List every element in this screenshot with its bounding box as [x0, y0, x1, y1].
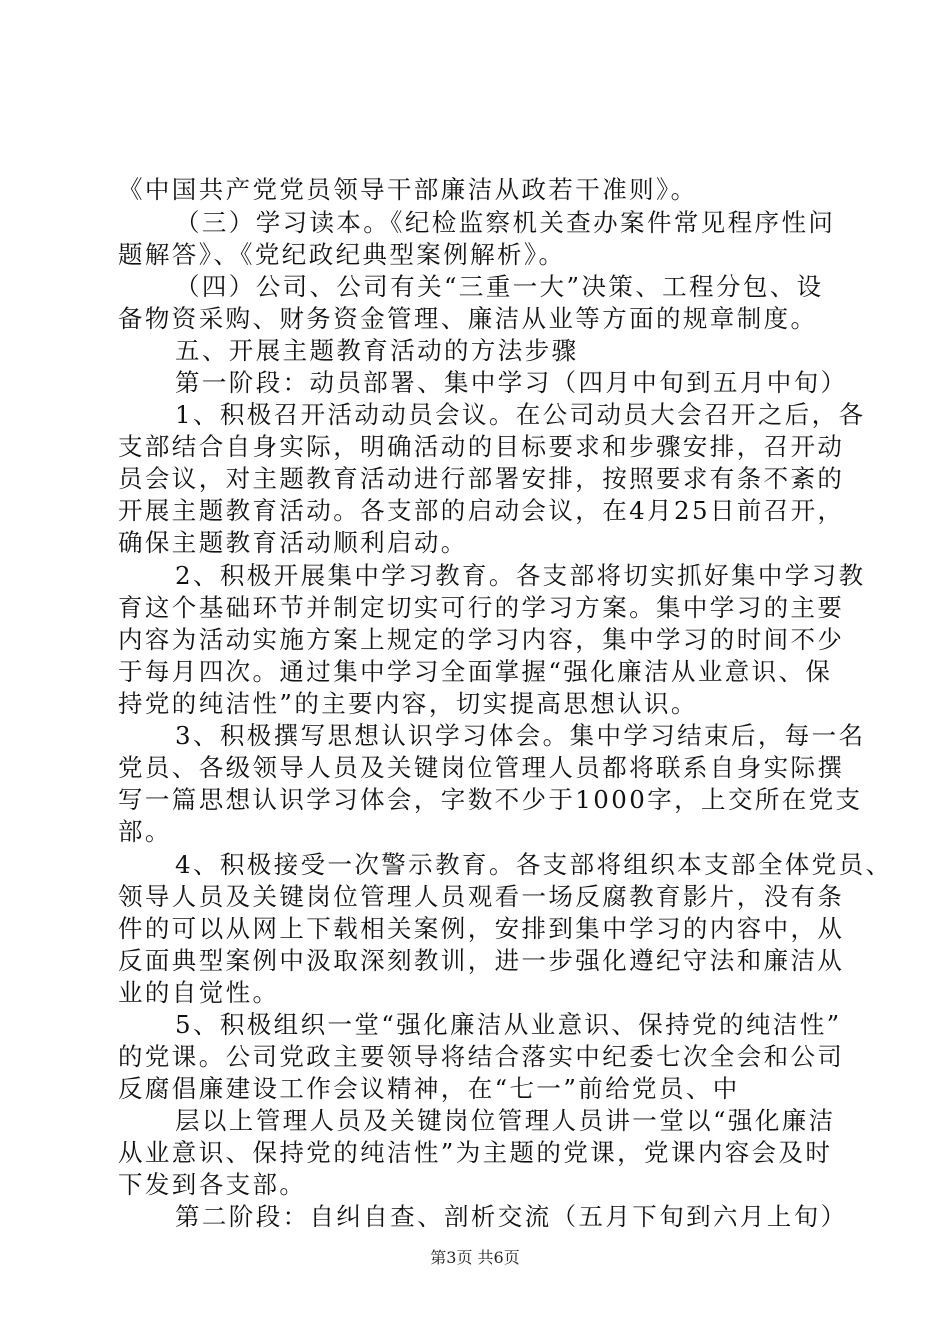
- text-line-30: 层以上管理人员及关键岗位管理人员讲一堂以“强化廉洁: [175, 1106, 836, 1135]
- text-line-29: 反腐倡廉建设工作会议精神，在“七一”前给党员、中: [118, 1074, 740, 1103]
- text-line-21: 部。: [118, 817, 172, 846]
- text-line-27: 5、积极组织一堂“强化廉洁从业意识、保持党的纯洁性”: [175, 1010, 842, 1039]
- text-line-19: 党员、各级领导人员及关键岗位管理人员都将联系自身实际撰: [118, 753, 845, 782]
- text-line-7: 第一阶段：动员部署、集中学习（四月中旬到五月中旬）: [175, 368, 848, 397]
- text-line-24: 件的可以从网上下载相关案例，安排到集中学习的内容中，从: [118, 914, 845, 943]
- text-line-13: 2、积极开展集中学习教育。各支部将切实抓好集中学习教: [175, 561, 866, 590]
- page-number-footer: 第3页 共6页: [430, 1248, 520, 1267]
- text-line-5: 备物资采购、财务资金管理、廉洁从业等方面的规章制度。: [118, 304, 818, 333]
- text-line-33: 第二阶段：自纠自查、剖析交流（五月下旬到六月上旬）: [175, 1202, 848, 1231]
- text-line-22: 4、积极接受一次警示教育。各支部将组织本支部全体党员、: [175, 850, 893, 879]
- text-line-16: 于每月四次。通过集中学习全面掌握“强化廉洁从业意识、保: [118, 657, 833, 686]
- text-line-14: 育这个基础环节并制定切实可行的学习方案。集中学习的主要: [118, 593, 845, 622]
- text-line-12: 确保主题教育活动顺利启动。: [118, 528, 468, 557]
- text-line-9: 支部结合自身实际，明确活动的目标要求和步骤安排，召开动: [118, 432, 845, 461]
- text-line-32: 下发到各支部。: [118, 1170, 307, 1199]
- text-line-23: 领导人员及关键岗位管理人员观看一场反腐教育影片，没有条: [118, 882, 845, 911]
- text-line-18: 3、积极撰写思想认识学习体会。集中学习结束后，每一名: [175, 721, 866, 750]
- text-line-10: 员会议，对主题教育活动进行部署安排，按照要求有条不紊的: [118, 464, 845, 493]
- text-line-26: 业的自觉性。: [118, 978, 280, 1007]
- text-line-17: 持党的纯洁性”的主要内容，切实提高思想认识。: [118, 689, 698, 718]
- text-line-6: 五、开展主题教育活动的方法步骤: [175, 336, 579, 365]
- text-line-11: 开展主题教育活动。各支部的启动会议，在4月25日前召开，: [118, 496, 845, 525]
- text-line-15: 内容为活动实施方案上规定的学习内容，集中学习的时间不少: [118, 625, 845, 654]
- text-line-25: 反面典型案例中汲取深刻教训，进一步强化遵纪守法和廉洁从: [118, 946, 845, 975]
- text-line-4: （四）公司、公司有关“三重一大”决策、工程分包、设: [175, 272, 824, 301]
- text-line-3: 题解答》、《党纪政纪典型案例解析》。: [118, 240, 566, 269]
- text-line-28: 的党课。公司党政主要领导将结合落实中纪委七次全会和公司: [118, 1042, 845, 1071]
- text-line-20: 写一篇思想认识学习体会，字数不少于1000字，上交所在党支: [118, 785, 863, 814]
- text-line-1: 《中国共产党党员领导干部廉洁从政若干准则》。: [118, 175, 698, 204]
- text-line-8: 1、积极召开活动动员会议。在公司动员大会召开之后，各: [175, 400, 866, 429]
- text-line-2: （三）学习读本。《纪检监察机关查办案件常见程序性问: [175, 208, 836, 237]
- text-line-31: 从业意识、保持党的纯洁性”为主题的党课，党课内容会及时: [118, 1138, 833, 1167]
